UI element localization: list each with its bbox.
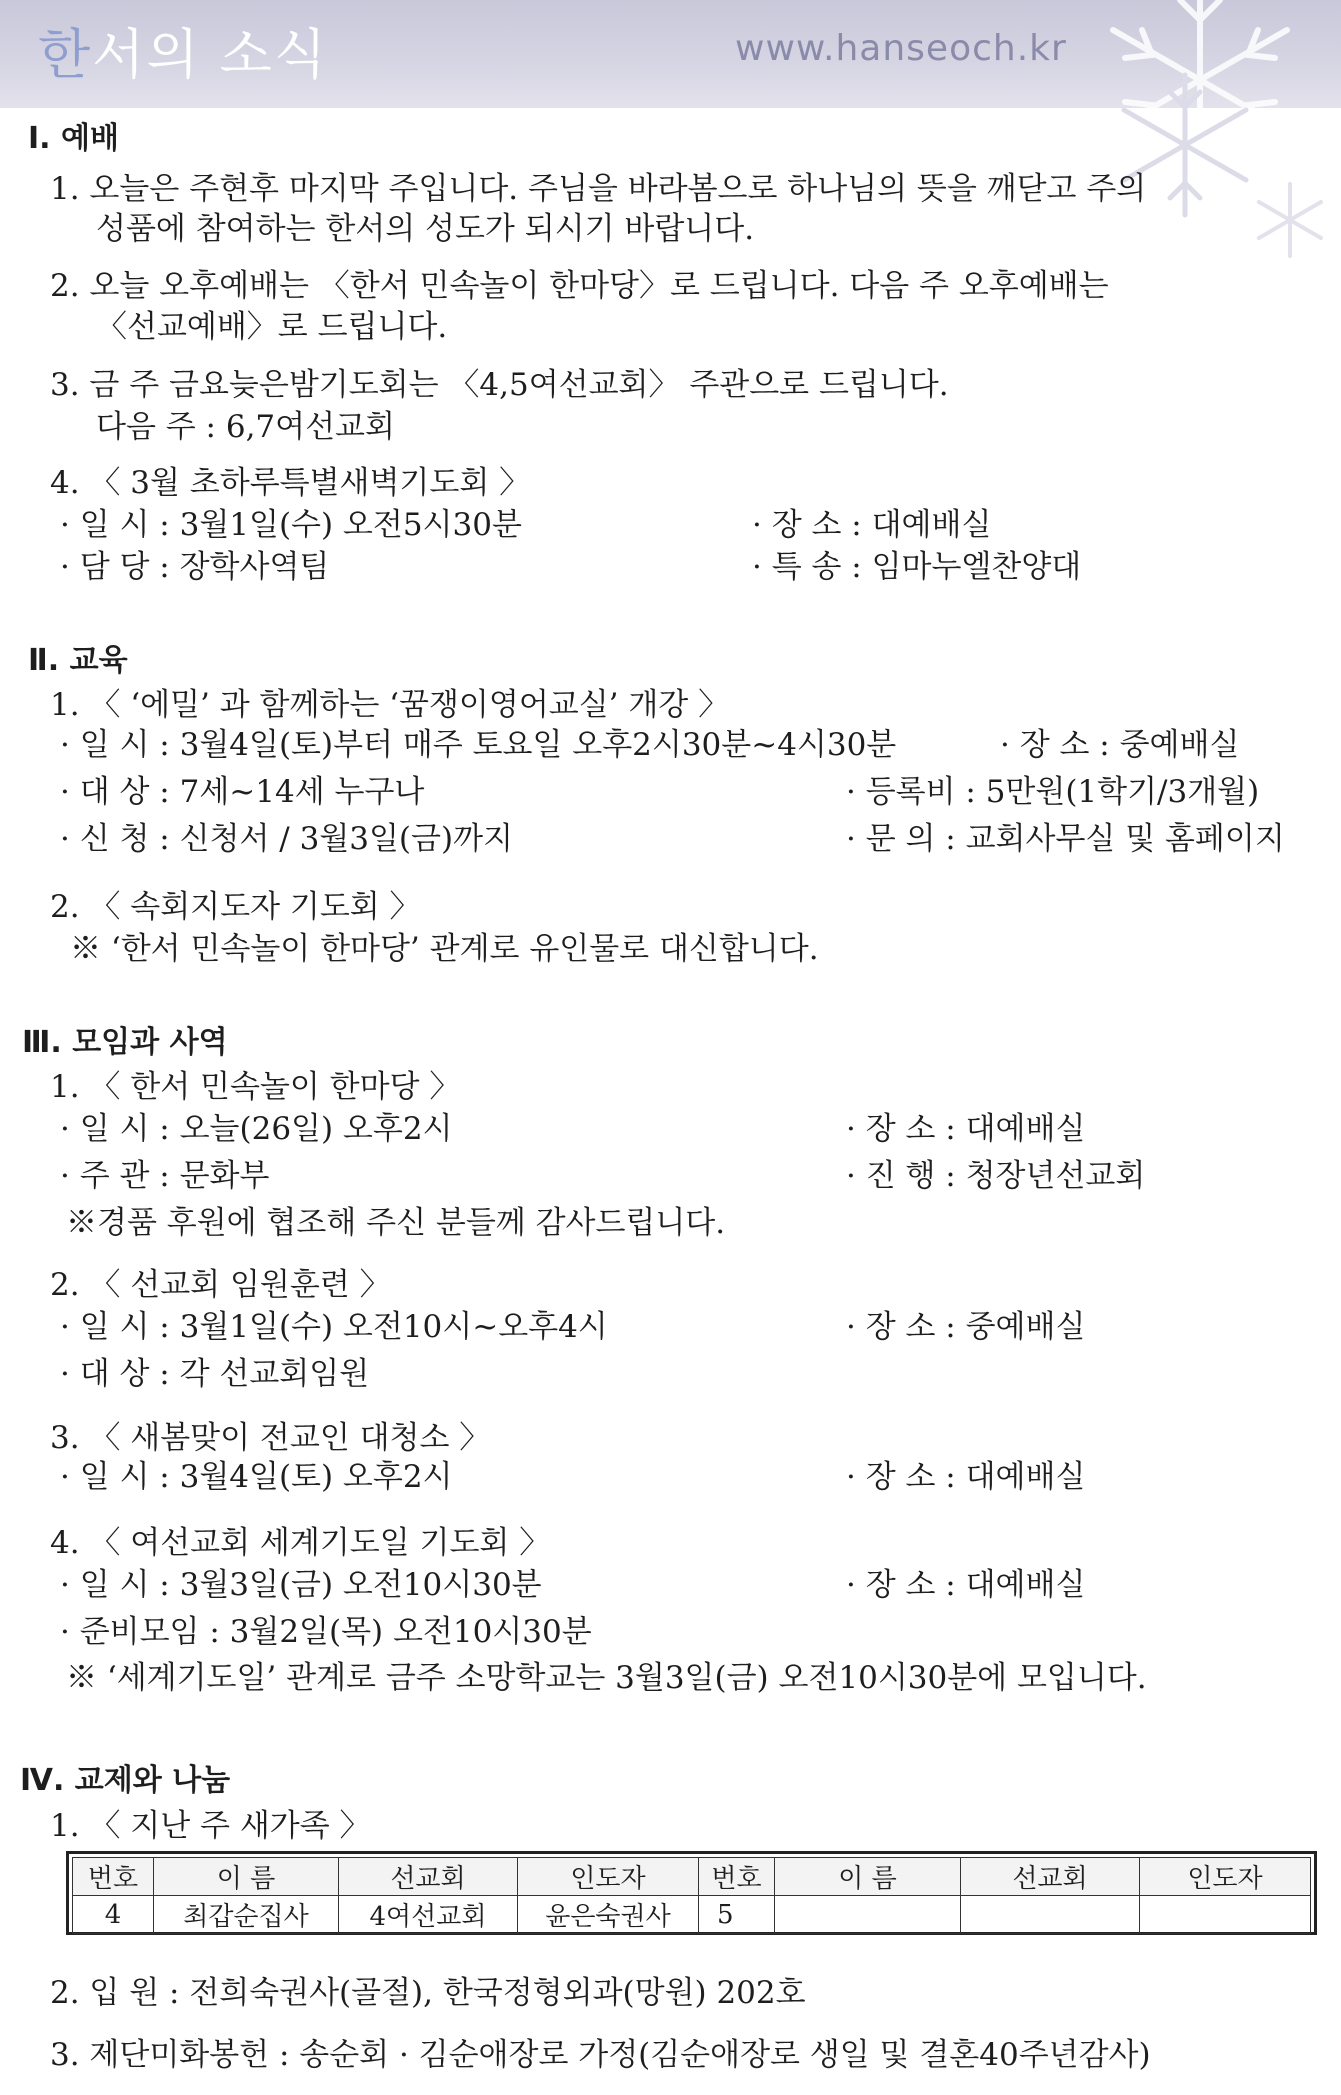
table-cell: 5 [699, 1896, 775, 1934]
worship-item-1: 1. 오늘은 주현후 마지막 주입니다. 주님을 바라봄으로 하나님의 뜻을 깨닫고 주의 [50, 171, 1147, 207]
meetings-item-1-place: · 장 소 : 대예배실 [846, 1111, 1086, 1147]
worship-item-4-charge: · 담 당 : 장학사역팀 [60, 549, 330, 585]
logo-accent-char: 한 [38, 23, 93, 86]
education-item-1-target: · 대 상 : 7세~14세 누구나 [60, 774, 425, 810]
meetings-item-2-title: 2. 〈 선교회 임원훈련 〉 [50, 1267, 391, 1303]
col-header-mission: 선교회 [339, 1858, 518, 1896]
meetings-item-1-organizer: · 진 행 : 청장년선교회 [846, 1158, 1146, 1194]
col-header-number: 번호 [699, 1858, 775, 1896]
website-url[interactable]: www.hanseoch.kr [735, 28, 1067, 69]
col-header-name: 이 름 [154, 1858, 339, 1896]
education-item-1-title: 1. 〈 ‘에밀’ 과 함께하는 ‘꿈쟁이영어교실’ 개강 〉 [50, 687, 730, 723]
table-cell: 4여선교회 [339, 1896, 518, 1934]
meetings-item-4-datetime: · 일 시 : 3월3일(금) 오전10시30분 [60, 1567, 542, 1603]
section-title-worship: Ⅰ. 예배 [28, 121, 119, 156]
education-item-1-apply: · 신 청 : 신청서 / 3월3일(금)까지 [60, 821, 513, 857]
education-item-1-place: · 장 소 : 중예배실 [1000, 727, 1240, 763]
worship-item-3: 3. 금 주 금요늦은밤기도회는 〈4,5여선교회〉 주관으로 드립니다. [50, 367, 949, 403]
col-header-mission: 선교회 [961, 1858, 1140, 1896]
table-cell [775, 1896, 961, 1934]
meetings-item-3-place: · 장 소 : 대예배실 [846, 1459, 1086, 1495]
meetings-item-2-target: · 대 상 : 각 선교회임원 [60, 1356, 370, 1392]
worship-item-2: 2. 오늘 오후예배는 〈한서 민속놀이 한마당〉로 드립니다. 다음 주 오후예배는 [50, 268, 1109, 304]
section-title-fellowship: Ⅳ. 교제와 나눔 [20, 1763, 231, 1798]
meetings-item-4-note: ※ ‘세계기도일’ 관계로 금주 소망학교는 3월3일(금) 오전10시30분에 모입니다. [66, 1660, 1147, 1696]
table-cell [1140, 1896, 1311, 1934]
meetings-item-2-place: · 장 소 : 중예배실 [846, 1309, 1086, 1345]
meetings-item-1-note: ※경품 후원에 협조해 주신 분들께 감사드립니다. [66, 1205, 726, 1241]
table-cell: 최갑순집사 [154, 1896, 339, 1934]
table-cell: 윤은숙권사 [518, 1896, 699, 1934]
worship-item-3-cont: 다음 주 : 6,7여선교회 [96, 409, 395, 445]
meetings-item-4-prep: · 준비모임 : 3월2일(목) 오전10시30분 [60, 1614, 592, 1650]
col-header-guide: 인도자 [518, 1858, 699, 1896]
snowflake-icon [1250, 180, 1330, 260]
education-item-2-title: 2. 〈 속회지도자 기도회 〉 [50, 889, 421, 925]
worship-item-4-datetime: · 일 시 : 3월1일(수) 오전5시30분 [60, 507, 522, 543]
logo-text: 서의 소식 [92, 23, 328, 86]
table-cell [961, 1896, 1140, 1934]
meetings-item-1-title: 1. 〈 한서 민속놀이 한마당 〉 [50, 1069, 461, 1105]
table-row [73, 1896, 1311, 1934]
fellowship-item-2-hospital: 2. 입 원 : 전희숙권사(골절), 한국정형외과(망원) 202호 [50, 1975, 806, 2011]
worship-item-4-place: · 장 소 : 대예배실 [752, 507, 992, 543]
meetings-item-1-datetime: · 일 시 : 오늘(26일) 오후2시 [60, 1111, 453, 1147]
fellowship-item-1-title: 1. 〈 지난 주 새가족 〉 [50, 1808, 371, 1844]
education-item-1-inquiry: · 문 의 : 교회사무실 및 홈페이지 [846, 821, 1285, 857]
worship-item-4-special-song: · 특 송 : 임마누엘찬양대 [752, 549, 1082, 585]
col-header-number: 번호 [73, 1858, 154, 1896]
education-item-2-note: ※ ‘한서 민속놀이 한마당’ 관계로 유인물로 대신합니다. [70, 931, 819, 967]
meetings-item-4-title: 4. 〈 여선교회 세계기도일 기도회 〉 [50, 1525, 551, 1561]
col-header-name: 이 름 [775, 1858, 961, 1896]
education-item-1-fee: · 등록비 : 5만원(1학기/3개월) [846, 774, 1260, 810]
meetings-item-3-datetime: · 일 시 : 3월4일(토) 오후2시 [60, 1459, 453, 1495]
meetings-item-1-host: · 주 관 : 문화부 [60, 1158, 270, 1194]
meetings-item-2-datetime: · 일 시 : 3월1일(수) 오전10시~오후4시 [60, 1309, 608, 1345]
new-family-table [72, 1857, 1311, 1934]
table-header-row [73, 1858, 1311, 1896]
worship-item-1-cont: 성품에 참여하는 한서의 성도가 되시기 바랍니다. [96, 211, 755, 247]
education-item-1-datetime: · 일 시 : 3월4일(토)부터 매주 토요일 오후2시30분~4시30분 [60, 727, 897, 763]
newsletter-logo [38, 12, 328, 89]
worship-item-4-title: 4. 〈 3월 초하루특별새벽기도회 〉 [50, 465, 531, 501]
meetings-item-4-place: · 장 소 : 대예배실 [846, 1567, 1086, 1603]
meetings-item-3-title: 3. 〈 새봄맞이 전교인 대청소 〉 [50, 1420, 491, 1456]
section-title-education: Ⅱ. 교육 [28, 643, 128, 678]
worship-item-2-cont: 〈선교예배〉로 드립니다. [96, 309, 448, 345]
col-header-guide: 인도자 [1140, 1858, 1311, 1896]
section-title-meetings: Ⅲ. 모임과 사역 [22, 1025, 228, 1060]
fellowship-item-3-altar-flowers: 3. 제단미화봉헌 : 송순회 · 김순애장로 가정(김순애장로 생일 및 결혼40주년감사) [50, 2037, 1151, 2073]
table-cell: 4 [73, 1896, 154, 1934]
